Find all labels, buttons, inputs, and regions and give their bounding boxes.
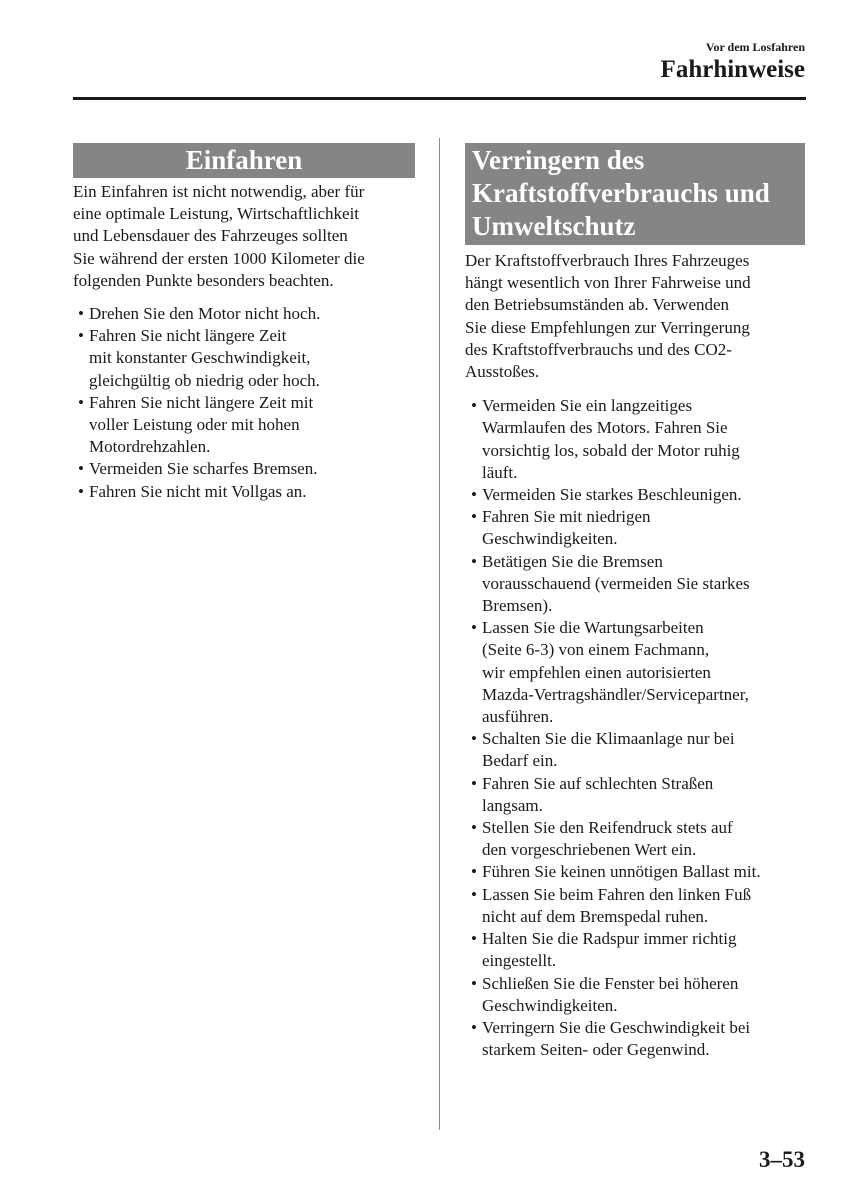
heading-line: Kraftstoffverbrauchs und (472, 178, 770, 208)
bullet-item (465, 395, 808, 484)
bullet-item (73, 303, 415, 325)
right-bullet-list (465, 395, 808, 1061)
bullet-text-line: nicht auf dem Bremspedal ruhen. (482, 906, 709, 926)
bullet-marker: • (78, 304, 84, 324)
left-column (73, 143, 415, 503)
bullet-text-line: vorsichtig los, sobald der Motor ruhig (482, 440, 740, 460)
heading-einfahren: Einfahren (73, 143, 415, 178)
bullet-text-line: starkem Seiten- oder Gegenwind. (482, 1040, 710, 1060)
paragraph-line: folgenden Punkte besonders beachten. (73, 270, 334, 290)
bullet-marker: • (471, 551, 477, 571)
bullet-text-line: Geschwindigkeiten. (482, 995, 618, 1015)
bullet-text-line: Motordrehzahlen. (89, 437, 211, 457)
bullet-item (465, 861, 808, 883)
bullet-item (73, 481, 415, 503)
column-divider (439, 138, 440, 1130)
bullet-text-line: Bedarf ein. (482, 751, 558, 771)
bullet-text-line: Lassen Sie beim Fahren den linken Fuß (482, 884, 752, 904)
bullet-item (465, 817, 808, 861)
bullet-marker: • (471, 396, 477, 416)
bullet-marker: • (471, 729, 477, 749)
bullet-text-line: Bremsen). (482, 596, 553, 616)
bullet-text-line: Fahren Sie nicht längere Zeit (89, 326, 287, 346)
bullet-text-line: Mazda-Vertragshändler/Servicepartner, (482, 684, 749, 704)
bullet-text-line: Fahren Sie nicht mit Vollgas an. (89, 481, 307, 501)
bullet-text-line: Fahren Sie auf schlechten Straßen (482, 773, 714, 793)
bullet-text-line: Lassen Sie die Wartungsarbeiten (482, 618, 704, 638)
bullet-item (465, 973, 808, 1017)
bullet-marker: • (78, 481, 84, 501)
bullet-marker: • (471, 773, 477, 793)
bullet-text-line: Führen Sie keinen unnötigen Ballast mit. (482, 862, 761, 882)
bullet-marker: • (471, 884, 477, 904)
bullet-text-line: Schalten Sie die Klimaanlage nur bei (482, 729, 735, 749)
bullet-text-line: Fahren Sie mit niedrigen (482, 507, 651, 527)
bullet-text-line: den vorgeschriebenen Wert ein. (482, 840, 697, 860)
paragraph-line: des Kraftstoffverbrauchs und des CO2- (465, 339, 732, 359)
bullet-text-line: ausführen. (482, 707, 554, 727)
bullet-text-line: wir empfehlen einen autorisierten (482, 662, 711, 682)
bullet-text-line: mit konstanter Geschwindigkeit, (89, 348, 311, 368)
paragraph-line: und Lebensdauer des Fahrzeuges sollten (73, 226, 348, 246)
heading-line: Verringern des (472, 145, 645, 175)
bullet-text-line: Fahren Sie nicht längere Zeit mit (89, 392, 314, 412)
bullet-text-line: Geschwindigkeiten. (482, 529, 618, 549)
bullet-text-line: gleichgültig ob niedrig oder hoch. (89, 370, 320, 390)
bullet-item (73, 325, 415, 392)
bullet-text-line: Vermeiden Sie starkes Beschleunigen. (482, 485, 742, 505)
bullet-marker: • (471, 618, 477, 638)
bullet-text-line: Vermeiden Sie scharfes Bremsen. (89, 459, 318, 479)
bullet-marker: • (471, 485, 477, 505)
bullet-marker: • (471, 818, 477, 838)
page-number: 3–53 (759, 1147, 805, 1172)
bullet-text-line: Vermeiden Sie ein langzeitiges (482, 396, 693, 416)
section-label: Vor dem Losfahren (705, 40, 805, 54)
bullet-item (73, 392, 415, 459)
bullet-marker: • (471, 862, 477, 882)
heading-line: Umweltschutz (472, 211, 636, 241)
bullet-text-line: langsam. (482, 795, 543, 815)
bullet-text-line: eingestellt. (482, 951, 557, 971)
bullet-text-line: Halten Sie die Radspur immer richtig (482, 929, 737, 949)
bullet-item (465, 1017, 808, 1061)
bullet-item (465, 728, 808, 772)
paragraph-line: Ein Einfahren ist nicht notwendig, aber für (73, 182, 365, 201)
bullet-item (465, 773, 808, 817)
bullet-text-line: Warmlaufen des Motors. Fahren Sie (482, 418, 728, 438)
bullet-marker: • (78, 459, 84, 479)
bullet-item (73, 458, 415, 480)
right-intro-paragraph (465, 250, 808, 383)
paragraph-line: hängt wesentlich von Ihrer Fahrweise und (465, 273, 751, 293)
paragraph-line: eine optimale Leistung, Wirtschaftlichkeit (73, 204, 360, 224)
paragraph-line: Ausstoßes. (465, 362, 540, 382)
bullet-marker: • (471, 929, 477, 949)
bullet-text-line: voller Leistung oder mit hohen (89, 415, 300, 435)
paragraph-line: Sie während der ersten 1000 Kilometer die (73, 248, 365, 268)
bullet-marker: • (78, 392, 84, 412)
bullet-item (465, 884, 808, 928)
header-rule (73, 97, 806, 100)
bullet-item (465, 484, 808, 506)
paragraph-line: Der Kraftstoffverbrauch Ihres Fahrzeuges (465, 251, 750, 270)
bullet-text-line: Betätigen Sie die Bremsen (482, 551, 663, 571)
bullet-text-line: vorausschauend (vermeiden Sie starkes (482, 573, 750, 593)
bullet-text-line: Drehen Sie den Motor nicht hoch. (89, 304, 321, 324)
bullet-text-line: läuft. (482, 462, 518, 482)
bullet-marker: • (471, 973, 477, 993)
heading-fuel-economy (465, 143, 805, 245)
page-title: Fahrhinweise (660, 56, 805, 83)
bullet-item (465, 928, 808, 972)
bullet-marker: • (471, 1017, 477, 1037)
bullet-marker: • (471, 507, 477, 527)
bullet-item (465, 551, 808, 618)
paragraph-line: den Betriebsumständen ab. Verwenden (465, 295, 730, 315)
bullet-item (465, 506, 808, 550)
bullet-text-line: Verringern Sie die Geschwindigkeit bei (482, 1017, 751, 1037)
bullet-item (465, 617, 808, 728)
right-column (465, 143, 808, 1061)
left-bullet-list (73, 303, 415, 503)
left-intro-paragraph (73, 181, 415, 292)
bullet-marker: • (78, 326, 84, 346)
bullet-text-line: (Seite 6-3) von einem Fachmann, (482, 640, 710, 660)
paragraph-line: Sie diese Empfehlungen zur Verringerung (465, 317, 750, 337)
bullet-text-line: Schließen Sie die Fenster bei höheren (482, 973, 739, 993)
bullet-text-line: Stellen Sie den Reifendruck stets auf (482, 818, 733, 838)
